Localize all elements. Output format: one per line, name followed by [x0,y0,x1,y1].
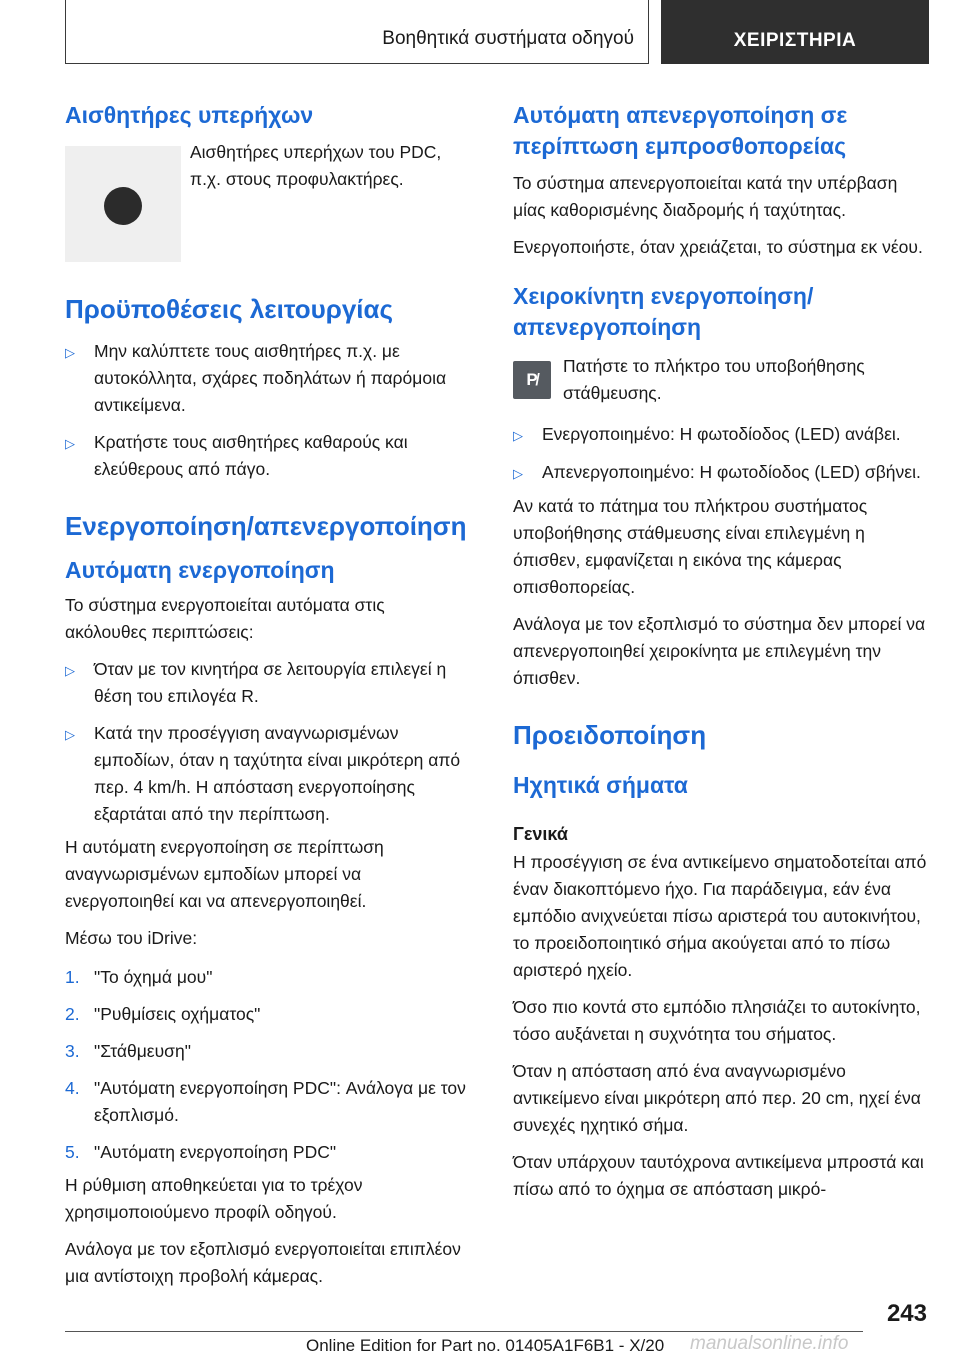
list-item: ▷ Μην καλύπτετε τους αισθητήρες π.χ. με αυτοκόλλητα, σχάρες ποδηλάτων ή παρόμοια αντικείμενα. [65,338,470,419]
auto-note: Η αυτόματη ενεργοποίηση σε περίπτωση αναγνωρισμένων εμποδίων μπορεί να ενεργοποιηθεί και να απενεργοποιηθεί. [65,837,384,911]
button-figure [513,357,931,407]
auto-off-text-1: Το σύστημα απενεργοποιείται κατά την υπέρβαση μίας καθορισμένης διαδρομής ή ταχύτητας. [513,173,898,220]
footer-divider [65,1331,863,1332]
button-caption: Πατήστε το πλήκτρο του υποβοήθησης στάθμευσης. [563,356,865,403]
parking-assist-button-icon: P̸ [513,361,551,399]
list-item: 5. "Αυτόματη ενεργοποίηση PDC" [65,1142,337,1162]
heading-activation: Ενεργοποίηση/απενεργοποίηση [65,511,467,541]
triangle-bullet-icon: ▷ [65,345,75,360]
footer-edition: Online Edition for Part no. 01405A1F6B1 - X/20 [306,1336,665,1355]
general-text-2: Όσο πιο κοντά στο εμπόδιο πλησιάζει το αυτοκίνητο, τόσο αυξάνεται η συχνότητα του σήματος. [513,997,921,1044]
heading-acoustic-signals: Ηχητικά σήματα [513,772,688,798]
save-note: Η ρύθμιση αποθηκεύεται για το τρέχον χρησιμοποιούμενο προφίλ οδηγού. [65,1175,363,1222]
ultrasonic-sensor-image [65,146,181,262]
heading-warning: Προειδοποίηση [513,720,707,750]
list-item: 4. "Αυτόματη ενεργοποίηση PDC": Ανάλογα με τον εξοπλισμό. [65,1078,466,1125]
auto-intro: Το σύστημα ενεργοποιείται αυτόματα στις ακόλουθες περιπτώσεις: [65,595,385,642]
list-item: ▷ Κατά την προσέγγιση αναγνωρισμένων εμποδίων, όταν η ταχύτητα είναι μικρότερη από περ. 4 km/h. Η απόσταση ενεργοποίησης εξαρτάται από την περίπτωση. [65,720,470,828]
heading-ultrasonic-sensors: Αισθητήρες υπερήχων [65,102,314,128]
auto-off-text-2: Ενεργοποιήστε, όταν χρειάζεται, το σύστημα εκ νέου. [513,237,923,257]
heading-auto-deactivation: Αυτόματη απενεργοποίηση σε περίπτωση εμπροσθοπορείας [513,102,848,159]
heading-general: Γενικά [513,824,568,844]
sensor-caption: Αισθητήρες υπερήχων του PDC, π.χ. στους προφυλακτήρες. [190,142,442,189]
right-column [513,100,931,1203]
list-item: ▷ Απενεργοποιημένο: Η φωτοδίοδος (LED) σβήνει. [513,459,931,487]
list-item: 1. "Το όχημά μου" [65,967,213,987]
header-chapter-tab: ΧΕΙΡΙΣΤΗΡΙΑ [661,0,929,64]
sensor-dot-icon [104,187,142,225]
list-item: ▷ Κρατήστε τους αισθητήρες καθαρούς και ελεύθερους από πάγο. [65,429,470,483]
header-section-title: Βοηθητικά συστήματα οδηγού [382,28,634,49]
general-text-4: Όταν υπάρχουν ταυτόχρονα αντικείμενα μπροστά και πίσω από το όχημα σε απόσταση μικρό- [513,1152,924,1199]
page-number: 243 [886,1300,927,1327]
camera-note: Ανάλογα με τον εξοπλισμό ενεργοποιείται επιπλέον μια αντίστοιχη προβολή κάμερας. [65,1239,461,1286]
list-item: 3. "Στάθμευση" [65,1041,191,1061]
manual-text-1: Αν κατά το πάτημα του πλήκτρου συστήματος υποβοήθησης στάθμευσης είναι επιλεγμένη η όπισθεν, εμφανίζεται η εικόνα της κάμερας οπισθοπορείας. [513,496,868,597]
triangle-bullet-icon: ▷ [513,466,523,481]
list-item: ▷ Όταν με τον κινητήρα σε λειτουργία επιλεγεί η θέση του επιλογέα R. [65,656,470,710]
general-text-1: Η προσέγγιση σε ένα αντικείμενο σηματοδοτείται από έναν διακοπτόμενο ήχο. Για παράδειγμα, εάν ένα εμπόδιο ανιχνεύεται πίσω αριστερά του αυτοκινήτου, το προειδοποιητικό σήμα ακούγεται από το πίσω αριστερό ηχείο. [513,852,927,980]
watermark: manualsonline.info [690,1333,849,1354]
list-item: ▷ Ενεργοποιημένο: Η φωτοδίοδος (LED) ανάβει. [513,421,931,449]
left-column [65,100,470,1290]
page-header [65,0,929,64]
list-item: 2. "Ρυθμίσεις οχήματος" [65,1004,261,1024]
sensor-figure [65,143,470,262]
manual-text-2: Ανάλογα με τον εξοπλισμό το σύστημα δεν μπορεί να απενεργοποιηθεί χειροκίνητα με επιλεγμένη την όπισθεν. [513,614,926,688]
general-text-3: Όταν η απόσταση από ένα αναγνωρισμένο αντικείμενο είναι μικρότερη από περ. 20 cm, ηχεί ένα συνεχές ηχητικό σήμα. [513,1061,921,1135]
heading-prerequisites: Προϋποθέσεις λειτουργίας [65,294,394,324]
heading-auto-activation: Αυτόματη ενεργοποίηση [65,557,335,583]
triangle-bullet-icon: ▷ [65,663,75,678]
header-section-box [65,0,649,64]
triangle-bullet-icon: ▷ [65,436,75,451]
triangle-bullet-icon: ▷ [65,727,75,742]
idrive-intro: Μέσω του iDrive: [65,928,198,948]
heading-manual-activation: Χειροκίνητη ενεργοποίηση/απενεργοποίηση [513,283,814,340]
triangle-bullet-icon: ▷ [513,428,523,443]
